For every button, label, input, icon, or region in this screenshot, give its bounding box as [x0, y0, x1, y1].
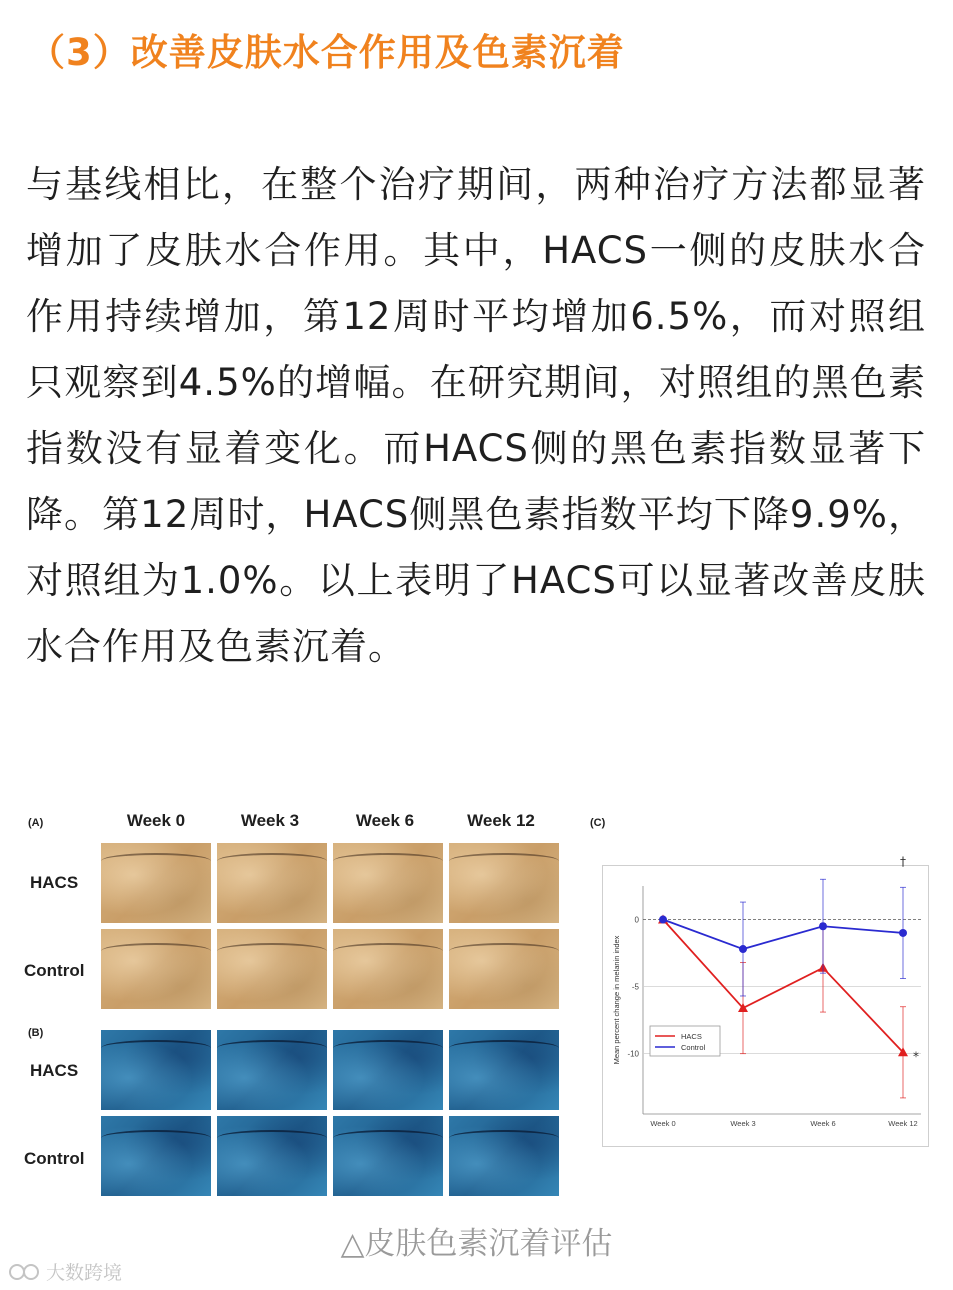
- logo-icon: [8, 1261, 42, 1283]
- figure-caption: △皮肤色素沉着评估: [340, 1226, 613, 1262]
- skin-photo: [217, 929, 327, 1009]
- series-line-control: [663, 920, 903, 950]
- x-tick-label: Week 6: [810, 1119, 836, 1128]
- skin-photo: [333, 929, 443, 1009]
- uv-photo: [449, 1116, 559, 1196]
- skin-photo: [449, 843, 559, 923]
- x-tick-label: Week 0: [650, 1119, 676, 1128]
- uv-photo: [101, 1116, 211, 1196]
- uv-photo: [449, 1030, 559, 1110]
- row-label-control: Control: [24, 1149, 85, 1168]
- panel-c-label: (C): [590, 817, 606, 829]
- row-label-hacs: HACS: [30, 1061, 79, 1080]
- skin-photo: [101, 929, 211, 1009]
- y-axis-label: Mean percent change in melanin index: [612, 935, 621, 1065]
- week-header: Week 3: [240, 811, 300, 830]
- x-tick-label: Week 3: [730, 1119, 756, 1128]
- figure: [24, 805, 929, 1205]
- section-heading: （3）改善皮肤水合作用及色素沉着: [28, 31, 625, 74]
- body-paragraph: 与基线相比，在整个治疗期间，两种治疗方法都显著增加了皮肤水合作用。其中，HACS一侧的皮肤水合作用持续增加，第12周时平均增加6.5%，而对照组只观察到4.5%的增幅。在研究期间，对照组的黑色素指数没有显着变化。而HACS侧的黑色素指数显著下降。第12周时，HACS侧黑色素指数平均下降9.9%，对照组为1.0%。以上表明了HACS可以显著改善皮肤水合作用及色素沉着。: [26, 163, 926, 668]
- uv-photo: [217, 1030, 327, 1110]
- data-point-control: [659, 916, 667, 924]
- row-label-control: Control: [24, 961, 85, 980]
- watermark: [8, 1258, 122, 1285]
- skin-photo: [217, 843, 327, 923]
- x-tick-label: Week 12: [888, 1119, 918, 1128]
- dagger-annotation: †: [900, 854, 906, 869]
- skin-photo: [333, 843, 443, 923]
- watermark-text: 大数跨境: [46, 1262, 123, 1284]
- uv-photo: [217, 1116, 327, 1196]
- week-header: Week 12: [467, 811, 535, 830]
- melanin-chart: [602, 854, 929, 1147]
- legend-label: Control: [681, 1043, 706, 1052]
- uv-photo: [101, 1030, 211, 1110]
- y-tick-label: 0: [634, 915, 639, 925]
- y-tick-label: -5: [631, 982, 639, 992]
- row-label-hacs: HACS: [30, 873, 79, 892]
- skin-photo: [449, 929, 559, 1009]
- skin-photo: [101, 843, 211, 923]
- uv-photo: [333, 1116, 443, 1196]
- week-header: Week 6: [355, 811, 415, 830]
- y-tick-label: -10: [627, 1049, 639, 1059]
- panel-a-label: (A): [28, 817, 44, 829]
- week-header: Week 0: [126, 811, 186, 830]
- data-point-control: [899, 929, 907, 937]
- uv-photo: [333, 1030, 443, 1110]
- panel-b-label: (B): [28, 1027, 44, 1039]
- legend-label: HACS: [681, 1032, 702, 1041]
- melanin-chart-svg: [603, 854, 928, 1146]
- data-point-control: [819, 922, 827, 930]
- star-annotation: *: [913, 1049, 919, 1064]
- data-point-control: [739, 945, 747, 953]
